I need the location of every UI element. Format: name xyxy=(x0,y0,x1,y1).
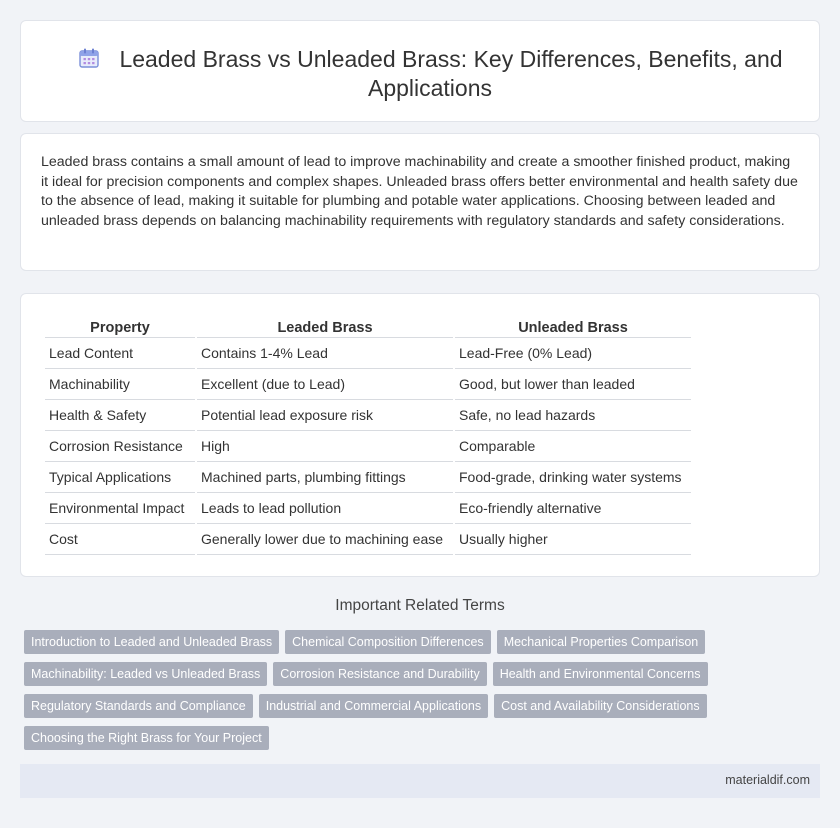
table-cell: Lead-Free (0% Lead) xyxy=(455,338,691,369)
table-cell: Leads to lead pollution xyxy=(197,493,453,524)
table-cell: Environmental Impact xyxy=(45,493,195,524)
table-row xyxy=(45,369,691,400)
table-row xyxy=(45,338,691,369)
table-row xyxy=(45,431,691,462)
table-cell: Cost xyxy=(45,524,195,555)
related-term-tag[interactable]: Cost and Availability Considerations xyxy=(494,694,707,718)
related-term-tag[interactable]: Mechanical Properties Comparison xyxy=(497,630,706,654)
related-term-tag[interactable]: Choosing the Right Brass for Your Project xyxy=(24,726,269,750)
table-cell: Generally lower due to machining ease xyxy=(197,524,453,555)
table-cell: Corrosion Resistance xyxy=(45,431,195,462)
table-row xyxy=(45,493,691,524)
table-cell: Potential lead exposure risk xyxy=(197,400,453,431)
related-terms-title: Important Related Terms xyxy=(335,597,505,614)
table-cell: Typical Applications xyxy=(45,462,195,493)
related-term-tag[interactable]: Industrial and Commercial Applications xyxy=(259,694,488,718)
table-cell: Machinability xyxy=(45,369,195,400)
table-cell: Comparable xyxy=(455,431,691,462)
related-term-tag[interactable]: Corrosion Resistance and Durability xyxy=(273,662,486,686)
table-cell: Usually higher xyxy=(455,524,691,555)
column-header-unleaded: Unleaded Brass xyxy=(455,318,691,338)
table-row xyxy=(45,462,691,493)
related-term-tag[interactable]: Regulatory Standards and Compliance xyxy=(24,694,253,718)
table-cell: Health & Safety xyxy=(45,400,195,431)
intro-card xyxy=(20,133,820,271)
related-term-tag[interactable]: Machinability: Leaded vs Unleaded Brass xyxy=(24,662,267,686)
table-cell: Food-grade, drinking water systems xyxy=(455,462,691,493)
table-row xyxy=(45,524,691,555)
footer-site-link[interactable]: materialdif.com xyxy=(725,773,810,787)
page-title: Leaded Brass vs Unleaded Brass: Key Differences, Benefits, and Applications xyxy=(119,46,783,101)
comparison-table-card xyxy=(20,293,820,577)
comparison-table xyxy=(43,318,693,555)
page-title-wrap xyxy=(61,45,799,103)
table-cell: Eco-friendly alternative xyxy=(455,493,691,524)
related-term-tag[interactable]: Health and Environmental Concerns xyxy=(493,662,708,686)
footer-bar xyxy=(20,764,820,798)
column-header-leaded: Leaded Brass xyxy=(197,318,453,338)
table-cell: Good, but lower than leaded xyxy=(455,369,691,400)
table-cell: Excellent (due to Lead) xyxy=(197,369,453,400)
intro-paragraph: Leaded brass contains a small amount of lead to improve machinability and create a smoother finished product, making it ideal for precision components and complex shapes. Unleaded brass offers better environmental and health safety due to the absence of lead, making it suitable for plumbing and potable water applications. Choosing between leaded and unleaded brass depends on balancing machinability requirements with regulatory standards and safety considerations. xyxy=(41,154,798,229)
related-terms-list xyxy=(24,630,724,750)
table-row xyxy=(45,400,691,431)
calendar-icon xyxy=(77,46,101,70)
table-cell: Contains 1-4% Lead xyxy=(197,338,453,369)
table-cell: Machined parts, plumbing fittings xyxy=(197,462,453,493)
column-header-property: Property xyxy=(45,318,195,338)
related-term-tag[interactable]: Introduction to Leaded and Unleaded Brass xyxy=(24,630,279,654)
related-term-tag[interactable]: Chemical Composition Differences xyxy=(285,630,491,654)
table-cell: Lead Content xyxy=(45,338,195,369)
table-cell: High xyxy=(197,431,453,462)
table-header-row xyxy=(45,318,691,338)
title-card xyxy=(20,20,820,122)
table-cell: Safe, no lead hazards xyxy=(455,400,691,431)
